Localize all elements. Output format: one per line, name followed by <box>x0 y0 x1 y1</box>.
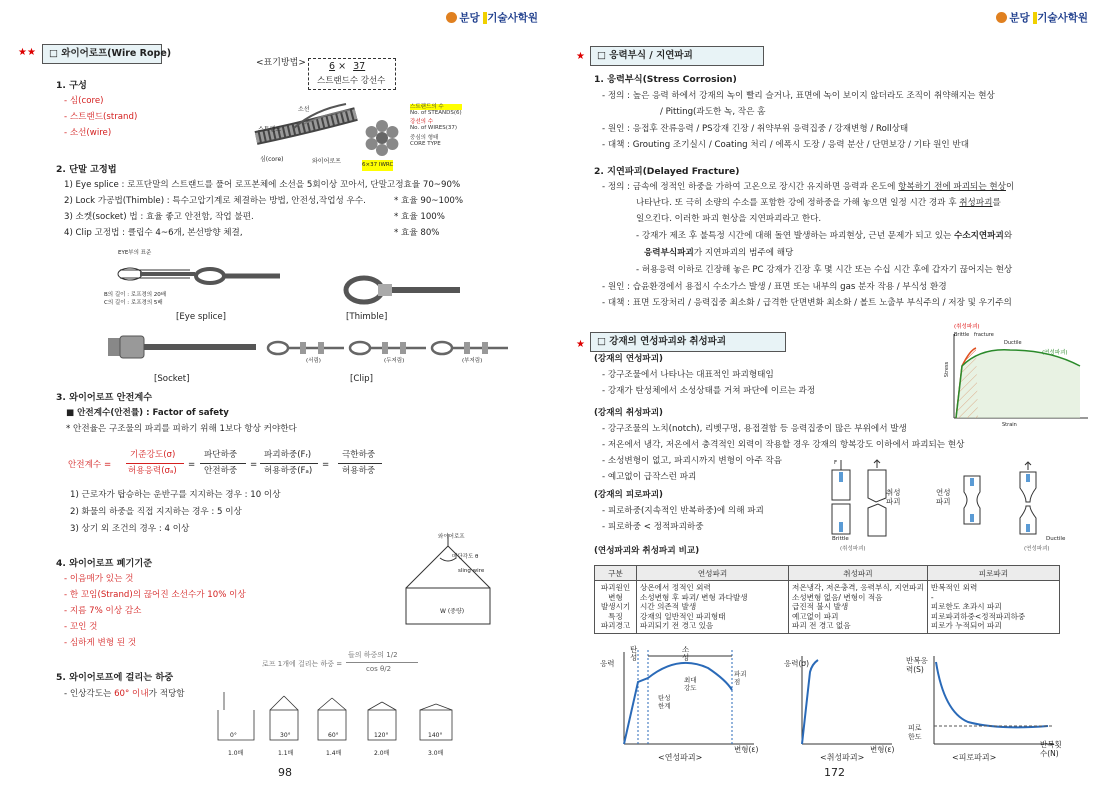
socket-figure <box>108 332 258 362</box>
notation-label: <표기방법> <box>256 58 306 68</box>
left-page: 분당 기술사학원 ★★ □ 와이어로프(Wire Rope) <표기방법> 6 × 37 스트랜드수 강선수 1. 구성 - 심(core) - 스트랜드(strand) - 소선(wire) 소선 스트랜드 심(core) 와이어로프 스트랜드의 수 No. of STEANDS(6) 강선의 수 No. of WIRES(37) 중심의 형태 CORE TYPE 6×37 IWRC 2. 단말 고정법 1) Eye splice : 로프단말의 스트랜드를 풀어 로프본체에 소선을 5회이상 꼬아서, 단말고정효율 70~90% 2) Lock 가공법(Thimble) : 특수고압기계로 체결하는 방법, 안전성,작업성 우수. 3) 소켓(socket) 법 : 효율 좋고 안전함, 작업 불편. 4) Clip 고정법 : 클립수 4~6개, 본선방향 체결, * 효율 90~100% * 효율 100% * 효율 80% EYE부의 표준 B의 길이 : 로프경의 20배 C의 길이 : 로프경의 5배 [Eye splice] [Thimble] (서림) (두저림) (부저림) [Socket] [Clip] 3. 와이어로프 안전계수 ■ 안전계수(안전률) : Factor of safety * 안전율은 구조물의 파괴를 피하기 위해 1보다 항상 커야한다 안전계수 = 기준강도(σ) 허용응력(σₐ) = 파단하중 안전하중 = 파괴하중(Fᵣ) 허용하중(Fₐ) = 극한하중 허용하중 1) 근로자가 탑승하는 운반구를 지지하는 경우 : 10 이상 2) 화물의 하중을 직접 지지하는 경우 : 5 이상 3) 상기 외 조건의 경우 : 4 이상 와이어로프 매단각도 θ sling wire W (중량) 4. 와이어로프 폐기기준 - 이음매가 있는 것 - 한 꼬임(Strand)의 끊어진 소선수가 10% 이상 - 지름 7% 이상 감소 - 꼬인 것 - 심하게 변형 된 것 로프 1개에 걸리는 하중 = 들의 하중의 1/2 cos θ/2 5. 와이어로프에 걸리는 하중 - 인상각도는 60° 이내가 적당함 0° 30° 60° 120° 140° 1.0배 1.1배 1.4배 2.0배 3.0배 98 <box>18 12 538 779</box>
fatigue-sn-graph <box>928 652 1058 748</box>
logo-mark-icon <box>996 12 1007 23</box>
importance-star-2: ★ <box>576 339 585 350</box>
section-title-fracture: □ 강재의 연성파괴와 취성파괴 <box>590 332 786 352</box>
brittle-stress-strain-graph <box>796 652 896 748</box>
ductile-stress-strain-graph <box>618 648 758 748</box>
ductile-specimen-figure <box>960 458 1070 542</box>
importance-star: ★ <box>576 51 585 62</box>
lifting-angle-figure <box>214 690 476 752</box>
page-number-right: 172 <box>824 766 845 779</box>
table-row: 파괴원인 변형 발생시기 특징 파괴경고 상온에서 정적인 외력 소성변형 후 파괴/ 변형 과다발생 시간 의존적 발생 강재의 일반적인 파괴형태 파괴되기 전 경고 있음 저온냉각, 저온충격, 응력부식, 지연파괴 소성변형 없음/ 변형이 적음 급진적 불시 발생 예고없이 파괴 파괴 전 경고 없음 반복적인 외력 - 피로한도 초과시 파괴 피로파괴하중<정적파괴하중 피로가 누적되어 파괴 <box>595 581 1060 634</box>
section-title-wire-rope: □ 와이어로프(Wire Rope) <box>42 44 162 64</box>
notation-box: 6 × 37 스트랜드수 강선수 <box>308 58 396 90</box>
fracture-comparison-table: 구분 연성파괴 취성파괴 피로파괴 파괴원인 변형 발생시기 특징 파괴경고 상온에서 정적인 외력 소성변형 후 파괴/ 변형 과다발생 시간 의존적 발생 강재의 일반적인 파괴형태 파괴되기 전 경고 있음 저온냉각, 저온충격, 응력부식, 지연파괴 소성변형 없음/ 변형이 적음 급진적 불시 발생 예고없이 파괴 파괴 전 경고 없음 반복적인 외력 - 피로한도 초과시 파괴 피로파괴하중<정적파괴하중 피로가 누적되어 파괴 <box>594 565 1060 634</box>
importance-stars: ★★ <box>18 47 36 58</box>
page-number-left: 98 <box>278 766 292 779</box>
right-page: 분당 기술사학원 ★ □ 응력부식 / 지연파괴 1. 응력부식(Stress Corrosion) - 정의 : 높은 응력 하에서 강재의 녹이 빨리 슬거나, 표면에 녹이 보이지 않더라도 조직이 취약해지는 현상 / Pitting(과도한 녹, 작은 홈 - 원인 : 응접후 잔류응력 / PS강재 긴장 / 취약부위 응력집중 / 강재변형 / Roll상태 - 대책 : Grouting 조기실시 / Coating 처리 / 에폭시 도장 / 응력 분산 / 단면보강 / 기타 원인 반대 2. 지연파괴(Delayed Fracture) - 정의 : 금속에 정적인 하중을 가하여 고온으로 장시간 유지하면 응력과 온도에 항복하기 전에 파괴되는 현상이 나타난다. 또 극히 소량의 수소를 포함한 강에 정하중을 가해 놓으면 일정 시간 경과 후 취성파괴를 일으킨다. 이러한 파괴 현상을 지연파괴라고 한다. - 강재가 제조 후 불특정 시간에 대해 돌연 발생하는 파괴현상, 근년 문제가 되고 있는 수소지연파괴와 응력부식파괴가 지연파괴의 범주에 해당 - 허용응력 이하로 긴장해 놓은 PC 강재가 긴장 후 몇 시간 또는 수십 시간 후에 갑자기 끊어지는 현상 - 원인 : 습윤환경에서 용접시 수소가스 발생 / 표면 또는 내부의 gas 분자 작용 / 부식성 환경 - 대책 : 표면 도장처리 / 응력집중 최소화 / 급격한 단면변화 최소화 / 볼트 노출부 부식주의 / 저장 및 우기주의 ★ □ 강재의 연성파괴와 취성파괴 (강재의 연성파괴) - 강구조물에서 나타나는 대표적인 파괴형태임 - 강재가 탄성체에서 소성상태를 거쳐 파단에 이르는 과정 (취성파괴) Brittle fracture Ductile (연성파괴) Stress Strain (강재의 취성파괴) - 강구조물의 노치(notch), 리벳구멍, 용접결함 등 응력집중이 많은 부위에서 발생 - 저온에서 냉각, 저온에서 충격적인 외력이 작용할 경우 강재의 항복강도 이하에서 파괴되는 현상 - 소성변형이 없고, 파괴시까지 변형이 아주 작음 - 예고없이 급작스런 파괴 (강재의 피로파괴) - 피로하중(지속적인 반복하중)에 의해 파괴 - 피로하중 < 정적파괴하중 취성 파괴 Brittle (취성파괴) F 연성 파괴 Ductile (연성파괴) (연성파괴와 취성파괴 비교) 구분 연성파괴 취성파괴 피로파괴 파괴원인 변형 발생시기 특징 파괴경고 상온에서 정적인 외력 소성변형 후 파괴/ 변형 과다발생 시간 의존적 발생 강재의 일반적인 파괴형태 파괴되기 전 경고 있음 저온냉각, 저온충격, 응력부식, 지연파괴 소성변형 없음/ 변형이 적음 급진적 불시 발생 예고없이 파괴 파괴 전 경고 없음 반복적인 외력 - 피로한도 초과시 파괴 피로파괴하중<정적파괴하중 피로가 누적되어 파괴 응력 탄 성 소 성 최대 강도 파괴 점 탄성 한계 변형(ε) <연성파괴> 응력(σ) 변형(ε) <취성파괴> 반복응 력(S) 피로 한도 반복횟 수(N) <피로파괴> 172 <box>576 12 1088 779</box>
academy-logo: 분당 기술사학원 <box>446 10 538 25</box>
logo-mark-icon <box>446 12 457 23</box>
thimble-figure <box>342 270 462 310</box>
section-title-stress-corrosion: □ 응력부식 / 지연파괴 <box>590 46 764 66</box>
academy-logo-right: 분당 기술사학원 <box>996 10 1088 25</box>
rope-cross-section-figure <box>362 118 402 158</box>
eye-loop-figure <box>192 262 282 292</box>
